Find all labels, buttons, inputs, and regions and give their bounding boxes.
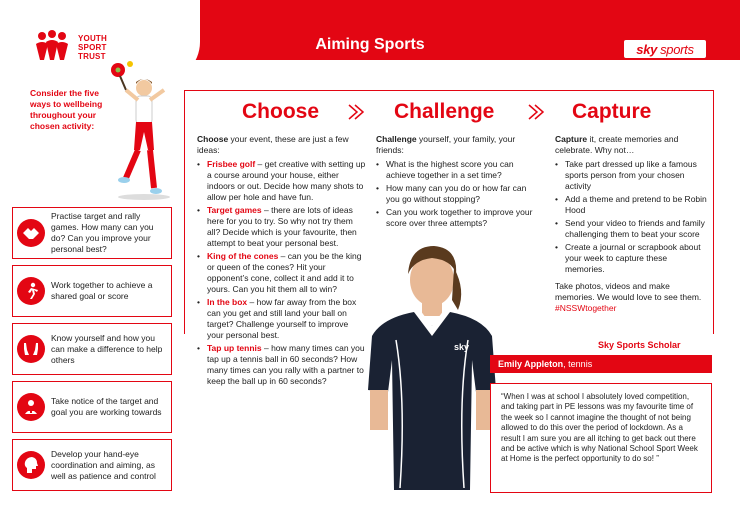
capture-heading: Capture <box>572 100 652 123</box>
capture-outro <box>555 281 707 314</box>
list-item <box>197 159 367 203</box>
logo-line: YOUTH <box>78 34 107 43</box>
activity-name: King of the cones <box>207 251 279 261</box>
challenge-column <box>376 134 536 231</box>
activity-name: In the box <box>207 297 248 307</box>
list-item: • Create a journal or scrapbook about your week to capture these memories. <box>555 242 707 275</box>
list-item: • Take part dressed up like a famous sports person from your chosen activity <box>555 159 707 192</box>
capture-outro-text: Take photos, videos and make memories. We would love to see them. <box>555 281 702 302</box>
capture-intro-bold: Capture <box>555 134 588 144</box>
head-profile-icon <box>17 451 45 479</box>
emily-appleton-photo <box>362 240 502 523</box>
wellbeing-tip <box>12 323 172 375</box>
capture-column <box>555 134 707 317</box>
activity-description: – how many times can you tap up a tennis ball in 60 seconds? How many times can you rally with a partner to keep the ball up in 60 seconds? <box>207 343 365 386</box>
logo-line: TRUST <box>78 52 106 61</box>
chevron-right-icon <box>526 103 544 121</box>
challenge-intro-text: yourself, your family, your friends: <box>376 134 516 155</box>
chevron-right-icon <box>346 103 364 121</box>
capture-intro-text: it, create memories and celebrate. Why not… <box>555 134 679 155</box>
sky-sports-logo <box>624 40 706 58</box>
list-item <box>197 297 367 341</box>
sky-logo-text: sky <box>636 41 658 57</box>
tip-text: Practise target and rally games. How many can you do? Can you improve your personal best? <box>51 211 154 254</box>
tip-text: Develop your hand-eye coordination and aiming, as well as patience and control <box>51 448 156 481</box>
challenge-heading: Challenge <box>394 100 495 123</box>
activity-description: – get creative with setting up a course around your house, either indoors or out. Decide how many shots to allow per hole and have fun. <box>207 159 366 202</box>
logo-line: SPORT <box>78 43 107 52</box>
add-person-icon <box>17 393 45 421</box>
list-item: • How many can you do or how far can you go without stopping? <box>376 183 536 205</box>
sports-logo-text: sports <box>660 41 694 57</box>
wellbeing-tip <box>12 439 172 491</box>
challenge-intro-bold: Challenge <box>376 134 417 144</box>
hashtag: #NSSWtogether <box>555 303 617 313</box>
handshake-icon <box>17 219 45 247</box>
wellbeing-tip <box>12 207 172 259</box>
scholar-name: Emily Appleton <box>498 359 564 369</box>
scholar-sport: , tennis <box>563 359 593 369</box>
list-item: • Can you work together to improve your score over three attempts? <box>376 207 536 229</box>
running-person-icon <box>17 277 45 305</box>
wellbeing-tip <box>12 381 172 433</box>
list-item: • Send your video to friends and family challenging them to beat your score <box>555 218 707 240</box>
activity-name: Target games <box>207 205 262 215</box>
raised-hands-icon <box>17 335 45 363</box>
tip-text: Take notice of the target and goal you are working towards <box>51 396 162 417</box>
list-item <box>197 343 367 387</box>
boy-with-bat-illustration <box>108 60 178 202</box>
activity-name: Frisbee golf <box>207 159 256 169</box>
choose-heading: Choose <box>242 100 320 123</box>
youth-sport-trust-wordmark <box>78 34 107 61</box>
choose-list <box>197 159 367 387</box>
choose-intro-text: your event, these are just a few ideas: <box>197 134 349 155</box>
choose-column <box>197 134 367 389</box>
scholar-quote: “When I was at school I absolutely loved competition, and taking part in PE lessons was my favourite time of the week so I cannot imagine the thought of not being allowed to do this over the period of lockdown. As a result I am sure you are all itching to get back out there and be active which is why National School Sport Week at Home is the perfect opportunity to do so! ” <box>490 383 712 493</box>
capture-intro <box>555 134 707 156</box>
activity-description: – there are lots of ideas here for you to try. So why not try them all? Decide which is your favourite, then attempt to beat your personal best. <box>207 205 357 248</box>
scholar-label: Sky Sports Scholar <box>598 340 681 350</box>
wellbeing-intro: Consider the five ways to wellbeing throughout your chosen activity: <box>30 88 103 131</box>
choose-intro <box>197 134 367 156</box>
capture-list <box>555 159 707 275</box>
youth-sport-trust-icon <box>34 30 70 62</box>
scholar-name-bar <box>490 355 712 373</box>
tip-text: Know yourself and how you can make a difference to help others <box>51 332 163 365</box>
activity-description: – how far away from the box can you get and still land your ball on target? Challenge yourself to improve your personal best. <box>207 297 357 340</box>
page-title: Aiming Sports <box>315 36 425 53</box>
list-item: • What is the highest score you can achieve together in a set time? <box>376 159 536 181</box>
tip-text: Work together to achieve a shared goal or score <box>51 280 153 301</box>
challenge-list <box>376 159 536 229</box>
svg-text:sky: sky <box>454 342 470 352</box>
challenge-intro <box>376 134 536 156</box>
choose-intro-bold: Choose <box>197 134 229 144</box>
list-item: • Add a theme and pretend to be Robin Hood <box>555 194 707 216</box>
list-item <box>197 251 367 295</box>
activity-description: – can you be the king or queen of the cones? Hit your opponent’s cone, collect it and add it to yours. Can you hit them all to win? <box>207 251 362 294</box>
activity-name: Tap up tennis <box>207 343 262 353</box>
list-item <box>197 205 367 249</box>
wellbeing-tip <box>12 265 172 317</box>
